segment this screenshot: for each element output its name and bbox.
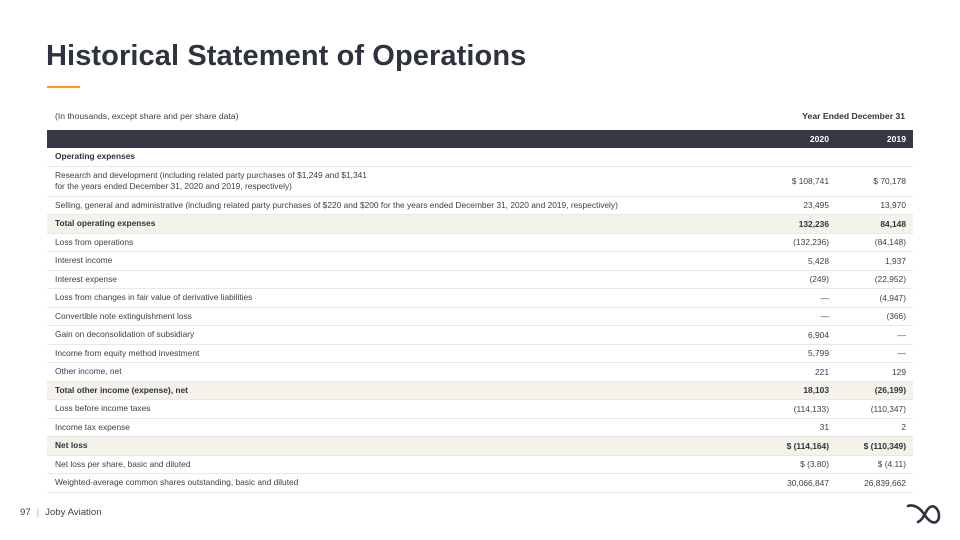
operations-table [47, 130, 913, 493]
row-label [47, 440, 747, 451]
joby-logo-icon [906, 500, 942, 528]
row-label-text-line2: for the years ended December 31, 2020 and 2019, respectively) [55, 181, 292, 191]
row-label [47, 366, 747, 377]
value-2020: 5,428 [808, 255, 829, 266]
table-row [47, 234, 913, 253]
value-2019: — [897, 329, 906, 340]
value-2020: — [820, 311, 829, 322]
value-2020: $ (114,164) [786, 440, 829, 451]
value-2020: — [820, 292, 829, 303]
row-label [47, 292, 747, 303]
row-label-text: Research and development (including related party purchases of $1,249 and $1,341 [55, 170, 367, 180]
page-title: Historical Statement of Operations [46, 40, 527, 72]
footer-separator: | [36, 507, 40, 518]
row-label-text: Total operating expenses [55, 218, 156, 229]
value-2019: (4,947) [879, 292, 906, 303]
table-caption: (In thousands, except share and per share data) [55, 111, 239, 121]
value-2019: 84,148 [880, 218, 906, 229]
table-row [47, 419, 913, 438]
row-label-text: Gain on deconsolidation of subsidiary [55, 329, 195, 340]
table-row [47, 308, 913, 327]
table-body [47, 148, 913, 493]
value-2019: (22,952) [874, 274, 906, 285]
value-2019: (84,148) [874, 237, 906, 248]
value-2020: 23,495 [803, 200, 829, 211]
row-label [47, 274, 747, 285]
row-label-text: Loss from changes in fair value of derivative liabilities [55, 292, 253, 303]
value-2019: 129 [892, 366, 906, 377]
value-2020: $ 108,741 [791, 176, 829, 186]
table-row [47, 289, 913, 308]
row-label-text: Loss before income taxes [55, 403, 151, 414]
value-2019: $ (4.11) [877, 459, 906, 470]
period-label: Year Ended December 31 [802, 111, 905, 121]
value-2020: (114,133) [793, 403, 829, 414]
table-row [47, 456, 913, 475]
value-2019: 2 [901, 422, 906, 433]
row-label [47, 403, 747, 414]
row-label-text: Interest income [55, 255, 113, 266]
table-row [47, 363, 913, 382]
row-label [47, 170, 747, 192]
value-2020: 221 [815, 366, 829, 377]
table-row [47, 345, 913, 364]
value-2020: (132,236) [793, 237, 829, 248]
value-2020: 31 [819, 422, 829, 433]
value-2019: (26,199) [874, 385, 906, 396]
table-row [47, 197, 913, 216]
value-2020: 132,236 [798, 218, 829, 229]
column-2020: 2020 [809, 134, 829, 144]
footer [20, 507, 102, 518]
value-2019: 26,839,662 [864, 477, 906, 488]
table-header [47, 130, 913, 148]
row-label [47, 218, 747, 229]
page-number: 97 [20, 507, 31, 518]
row-label [47, 422, 747, 433]
value-2020: $ (3.80) [800, 459, 829, 470]
value-2020: 30,066,847 [787, 477, 829, 488]
value-2020: 5,799 [808, 348, 829, 359]
table-row [47, 215, 913, 234]
value-2019: — [897, 348, 906, 359]
row-label [47, 459, 747, 470]
row-label-text: Total other income (expense), net [55, 384, 188, 395]
value-2019: $ 70,178 [873, 176, 906, 186]
row-label-text: Other income, net [55, 366, 122, 377]
row-label-text: Convertible note extinguishment loss [55, 310, 192, 321]
row-label [47, 255, 747, 266]
row-label-text: Selling, general and administrative (including related party purchases of $220 and $200 for the years ended December 31, 2020 and 2019, respectively) [55, 199, 618, 210]
table-row [47, 400, 913, 419]
value-2020: 18,103 [803, 385, 829, 396]
table-row [47, 437, 913, 456]
row-label [47, 151, 747, 162]
value-2019: 13,970 [880, 200, 906, 211]
title-underline [47, 86, 80, 88]
company-name: Joby Aviation [45, 507, 102, 518]
row-label-text: Income tax expense [55, 421, 130, 432]
row-label [47, 311, 747, 322]
table-row [47, 326, 913, 345]
row-label-text: Loss from operations [55, 236, 134, 247]
table-row [47, 271, 913, 290]
row-label [47, 385, 747, 396]
row-label [47, 200, 747, 211]
row-label-text: Income from equity method investment [55, 347, 200, 358]
row-label [47, 477, 747, 488]
row-label-text: Interest expense [55, 273, 117, 284]
table-row [47, 252, 913, 271]
row-label-text: Net loss [55, 440, 88, 451]
row-label [47, 329, 747, 340]
row-label [47, 348, 747, 359]
value-2019: 1,937 [885, 255, 906, 266]
row-label-text: Net loss per share, basic and diluted [55, 458, 191, 469]
value-2020: (249) [809, 274, 829, 285]
table-row [47, 474, 913, 493]
row-label [47, 237, 747, 248]
value-2020: 6,904 [808, 329, 829, 340]
value-2019: $ (110,349) [863, 440, 906, 451]
value-2019: (366) [886, 311, 906, 322]
row-label-text: Operating expenses [55, 151, 136, 162]
table-row [47, 382, 913, 401]
column-2019: 2019 [886, 134, 906, 144]
value-2019: (110,347) [870, 403, 906, 414]
row-label-text: Weighted-average common shares outstanding, basic and diluted [55, 477, 299, 488]
table-row [47, 148, 913, 167]
table-row [47, 167, 913, 197]
